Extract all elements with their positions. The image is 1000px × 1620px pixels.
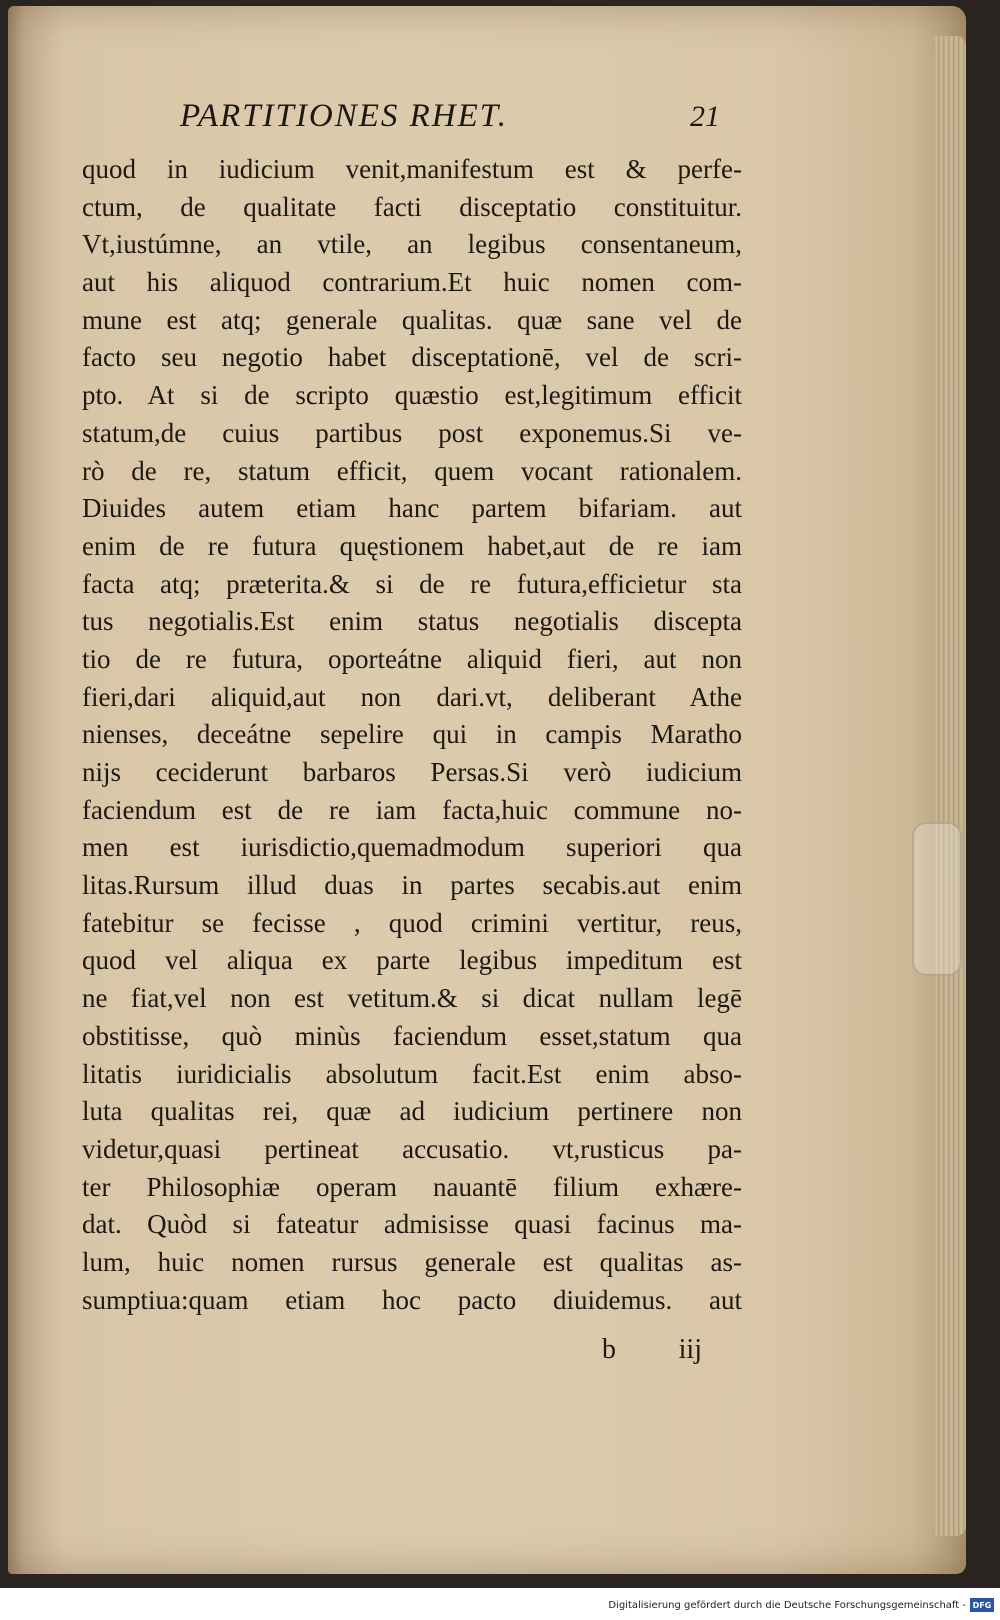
text-line: men est iurisdictio,quemadmodum superiori qua bbox=[82, 832, 742, 863]
text-line: tus negotialis.Est enim status negotialis discepta bbox=[82, 606, 742, 637]
body-text bbox=[82, 151, 742, 1319]
text-line: litatis iuridicialis absolutum facit.Est enim abso- bbox=[82, 1058, 742, 1089]
text-line: ne fiat,vel non est vetitum.& si dicat nullam legē bbox=[82, 983, 742, 1014]
page-edge bbox=[934, 36, 966, 1536]
text-line: facta atq; præterita.& si de re futura,efficietur sta bbox=[82, 568, 742, 599]
text-line: facto seu negotio habet disceptationē, vel de scri- bbox=[82, 342, 742, 373]
dfg-logo: DFG bbox=[970, 1598, 994, 1612]
signature-numeral: iij bbox=[678, 1334, 702, 1365]
text-line: faciendum est de re iam facta,huic commune no- bbox=[82, 794, 742, 825]
page-number: 21 bbox=[690, 100, 720, 133]
text-line: luta qualitas rei, quæ ad iudicium pertinere non bbox=[82, 1096, 742, 1127]
text-line: rò de re, statum efficit, quem vocant rationalem. bbox=[82, 455, 742, 486]
text-line: quod vel aliqua ex parte legibus impeditum est bbox=[82, 945, 742, 976]
text-line: lum, huic nomen rursus generale est qualitas as- bbox=[82, 1246, 742, 1277]
text-line: statum,de cuius partibus post exponemus.Si ve- bbox=[82, 417, 742, 448]
text-line: fatebitur se fecisse , quod crimini vertitur, reus, bbox=[82, 907, 742, 938]
text-line: fieri,dari aliquid,aut non dari.vt, deliberant Athe bbox=[82, 681, 742, 712]
book-page bbox=[8, 6, 966, 1574]
text-line: mune est atq; generale qualitas. quæ sane vel de bbox=[82, 304, 742, 335]
text-line: sumptiua:quam etiam hoc pacto diuidemus. aut bbox=[82, 1284, 742, 1315]
text-line: videtur,quasi pertineat accusatio. vt,rusticus pa- bbox=[82, 1133, 742, 1164]
text-line: nienses, deceátne sepelire qui in campis Maratho bbox=[82, 719, 742, 750]
text-line: dat. Quòd si fateatur admisisse quasi facinus ma- bbox=[82, 1209, 742, 1240]
signature-mark bbox=[602, 1334, 702, 1374]
text-line: ter Philosophiæ operam nauantē filium exhære- bbox=[82, 1171, 742, 1202]
text-line: nijs ceciderunt barbaros Persas.Si verò iudicium bbox=[82, 757, 742, 787]
page-clip bbox=[912, 822, 962, 976]
digitization-credit: Digitalisierung gefördert durch die Deutsche Forschungsgemeinschaft - bbox=[608, 1600, 966, 1611]
signature-letter: b bbox=[602, 1334, 616, 1365]
text-line: enim de re futura quęstionem habet,aut de re iam bbox=[82, 530, 742, 561]
text-line: Diuides autem etiam hanc partem bifariam. aut bbox=[82, 493, 742, 524]
page-header bbox=[180, 98, 720, 146]
text-line: ctum, de qualitate facti disceptatio constituitur. bbox=[82, 191, 742, 222]
text-line: Vt,iustúmne, an vtile, an legibus consentaneum, bbox=[82, 229, 742, 260]
text-line: quod in iudicium venit,manifestum est & perfe- bbox=[82, 154, 742, 184]
text-line: obstitisse, quò minùs faciendum esset,statum qua bbox=[82, 1020, 742, 1051]
text-line: tio de re futura, oporteátne aliquid fieri, aut non bbox=[82, 643, 742, 674]
text-line: aut his aliquod contrarium.Et huic nomen com- bbox=[82, 267, 742, 298]
text-line: pto. At si de scripto quæstio est,legitimum efficit bbox=[82, 380, 742, 411]
running-title: PARTITIONES RHET. bbox=[180, 98, 508, 134]
text-line: litas.Rursum illud duas in partes secabis.aut enim bbox=[82, 870, 742, 901]
